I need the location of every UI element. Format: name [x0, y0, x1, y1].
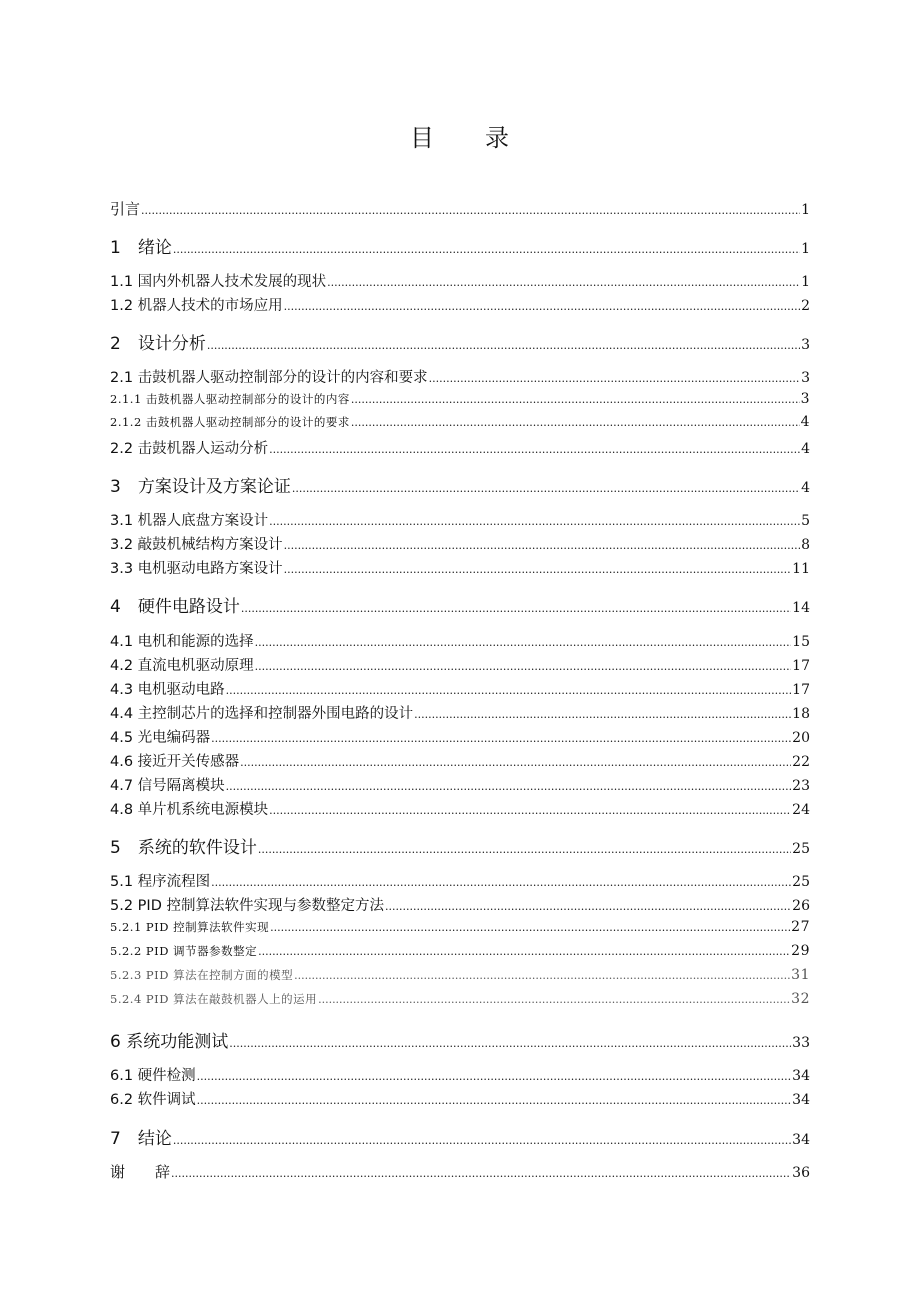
toc-page-number: 34	[792, 1068, 810, 1084]
toc-label: 4.8 单片机系统电源模块	[110, 802, 269, 818]
toc-label: 5.2.3 PID 算法在控制方面的模型	[110, 968, 294, 982]
toc-entry-chapter-2[interactable]	[110, 329, 810, 354]
toc-leader	[351, 393, 800, 406]
toc-page-number: 11	[792, 561, 810, 577]
toc-label: 3 方案设计及方案论证	[110, 477, 291, 497]
toc-page-number: 2	[801, 298, 810, 314]
toc-entry-4-3[interactable]	[110, 678, 810, 699]
toc-page-number: 26	[792, 898, 810, 914]
toc-leader	[211, 732, 791, 745]
toc-label: 3.1 机器人底盘方案设计	[110, 513, 269, 529]
toc-page-number: 17	[792, 658, 810, 674]
toc-leader	[255, 660, 792, 673]
toc-leader	[284, 563, 792, 576]
toc-page-number: 18	[792, 706, 810, 722]
page-title: 目 录	[410, 124, 510, 152]
toc-entry-4-7[interactable]	[110, 774, 810, 795]
toc-label: 4.1 电机和能源的选择	[110, 634, 254, 650]
toc-entry-1-1[interactable]	[110, 270, 810, 291]
toc-entry-5-2-2[interactable]	[110, 943, 810, 959]
toc-entry-chapter-5[interactable]	[110, 833, 810, 858]
toc-leader	[255, 636, 792, 649]
toc-label: 1.2 机器人技术的市场应用	[110, 298, 283, 314]
toc-label: 5.2.1 PID 控制算法软件实现	[110, 920, 270, 934]
toc-entry-6-2[interactable]	[110, 1088, 810, 1109]
toc-entry-4-6[interactable]	[110, 750, 810, 771]
toc-leader	[351, 416, 800, 429]
toc-label: 4.2 直流电机驱动原理	[110, 658, 254, 674]
toc-page-number: 34	[792, 1132, 810, 1148]
toc-entry-5-2-1[interactable]	[110, 919, 810, 935]
toc-page-number: 8	[801, 537, 810, 553]
toc-label: 3.3 电机驱动电路方案设计	[110, 561, 283, 577]
toc-label: 谢 辞	[110, 1163, 171, 1181]
toc-leader	[269, 804, 791, 817]
toc-entry-4-2[interactable]	[110, 654, 810, 675]
toc-leader	[294, 969, 790, 982]
toc-label: 2.1 击鼓机器人驱动控制部分的设计的内容和要求	[110, 370, 428, 386]
toc-leader	[270, 921, 790, 934]
toc-entry-acknowledgements[interactable]	[110, 1161, 810, 1182]
toc-page-number: 3	[801, 370, 810, 386]
toc-entry-3-1[interactable]	[110, 509, 810, 530]
toc-entry-chapter-3[interactable]	[110, 472, 810, 497]
toc-entry-2-1[interactable]	[110, 366, 810, 387]
toc-page-number: 31	[791, 967, 810, 983]
toc-page-number: 3	[800, 391, 810, 407]
toc-label: 4.7 信号隔离模块	[110, 778, 225, 794]
toc-page-number: 25	[792, 841, 810, 857]
toc-leader	[258, 945, 790, 958]
toc-entry-chapter-7[interactable]	[110, 1124, 810, 1149]
toc-label: 4.4 主控制芯片的选择和控制器外围电路的设计	[110, 706, 414, 722]
toc-leader	[207, 339, 800, 352]
toc-entry-5-2[interactable]	[110, 894, 810, 915]
toc-entry-2-1-2[interactable]	[110, 414, 810, 430]
toc-page-number: 27	[791, 919, 810, 935]
toc-page-number: 32	[791, 991, 810, 1007]
toc-label: 2 设计分析	[110, 334, 206, 354]
toc-page-number: 1	[801, 241, 810, 257]
toc-entry-chapter-1[interactable]	[110, 233, 810, 258]
toc-label: 3.2 敲鼓机械结构方案设计	[110, 537, 283, 553]
toc-label: 2.1.2 击鼓机器人驱动控制部分的设计的要求	[110, 415, 350, 429]
toc-page-number: 22	[792, 754, 810, 770]
toc-label: 2.2 击鼓机器人运动分析	[110, 441, 269, 457]
toc-leader	[240, 756, 791, 769]
toc-label: 7 结论	[110, 1129, 172, 1149]
toc-page-number: 29	[791, 943, 810, 959]
toc-leader	[173, 1134, 791, 1147]
toc-entry-chapter-4[interactable]	[110, 592, 810, 617]
toc-entry-5-2-3[interactable]	[110, 967, 810, 983]
toc-label: 5.2.4 PID 算法在敲鼓机器人上的运用	[110, 992, 318, 1006]
toc-leader	[269, 515, 800, 528]
toc-page-number: 20	[792, 730, 810, 746]
toc-label: 6 系统功能测试	[110, 1032, 229, 1052]
toc-label: 5.1 程序流程图	[110, 874, 211, 890]
toc-leader	[258, 843, 791, 856]
toc-page-number: 3	[801, 337, 810, 353]
toc-leader	[385, 900, 791, 913]
toc-label: 4.6 接近开关传感器	[110, 754, 240, 770]
toc-entry-2-1-1[interactable]	[110, 391, 810, 407]
toc-label: 4.3 电机驱动电路	[110, 682, 225, 698]
toc-label: 4 硬件电路设计	[110, 597, 240, 617]
toc-leader	[241, 602, 791, 615]
toc-label: 引言	[110, 200, 141, 218]
toc-leader	[229, 1037, 791, 1050]
toc-entry-4-5[interactable]	[110, 726, 810, 747]
toc-entry-4-8[interactable]	[110, 798, 810, 819]
toc-page-number: 5	[801, 513, 810, 529]
toc-page-number: 25	[792, 874, 810, 890]
toc-page-number: 14	[792, 600, 810, 616]
toc-entry-2-2[interactable]	[110, 437, 810, 458]
toc-leader	[226, 684, 792, 697]
toc-page-number: 4	[800, 414, 810, 430]
toc-leader	[327, 276, 800, 289]
toc-entry-5-2-4[interactable]	[110, 991, 810, 1007]
toc-leader	[197, 1070, 792, 1083]
toc-label: 4.5 光电编码器	[110, 730, 211, 746]
toc-page-number: 1	[801, 202, 810, 218]
toc-entry-3-2[interactable]	[110, 533, 810, 554]
toc-entry-chapter-6[interactable]	[110, 1027, 810, 1052]
toc-leader	[284, 300, 800, 313]
toc-label: 1 绪论	[110, 238, 172, 258]
toc-label: 2.1.1 击鼓机器人驱动控制部分的设计的内容	[110, 392, 350, 406]
toc-leader	[197, 1094, 792, 1107]
toc-leader	[226, 780, 792, 793]
toc-label: 5.2.2 PID 调节器参数整定	[110, 944, 258, 958]
toc-entry-4-1[interactable]	[110, 630, 810, 651]
toc-label: 1.1 国内外机器人技术发展的现状	[110, 274, 327, 290]
toc-leader	[173, 243, 800, 256]
toc-leader	[284, 539, 800, 552]
toc-page-number: 15	[792, 634, 810, 650]
toc-page-number: 23	[792, 778, 810, 794]
toc-page-number: 4	[801, 441, 810, 457]
toc-leader	[171, 1167, 791, 1180]
toc-page-number: 36	[792, 1165, 810, 1181]
toc-leader	[292, 482, 800, 495]
toc-page-number: 4	[801, 480, 810, 496]
toc-page-number: 34	[792, 1092, 810, 1108]
toc-entry-3-3[interactable]	[110, 557, 810, 578]
toc-page-number: 33	[792, 1035, 810, 1051]
toc-entry-intro[interactable]	[110, 198, 810, 219]
toc-leader	[318, 993, 790, 1006]
toc-label: 5 系统的软件设计	[110, 838, 257, 858]
toc-entry-1-2[interactable]	[110, 294, 810, 315]
toc-label: 6.2 软件调试	[110, 1092, 196, 1108]
toc-entry-5-1[interactable]	[110, 870, 810, 891]
toc-leader	[414, 708, 791, 721]
toc-leader	[211, 876, 791, 889]
toc-entry-6-1[interactable]	[110, 1064, 810, 1085]
toc-entry-4-4[interactable]	[110, 702, 810, 723]
toc-page-number: 1	[801, 274, 810, 290]
toc-page-number: 17	[792, 682, 810, 698]
toc-label: 5.2 PID 控制算法软件实现与参数整定方法	[110, 898, 384, 914]
toc-page-number: 24	[792, 802, 810, 818]
toc-leader	[141, 204, 800, 217]
toc-leader	[269, 443, 800, 456]
toc-label: 6.1 硬件检测	[110, 1068, 196, 1084]
toc-leader	[429, 372, 800, 385]
